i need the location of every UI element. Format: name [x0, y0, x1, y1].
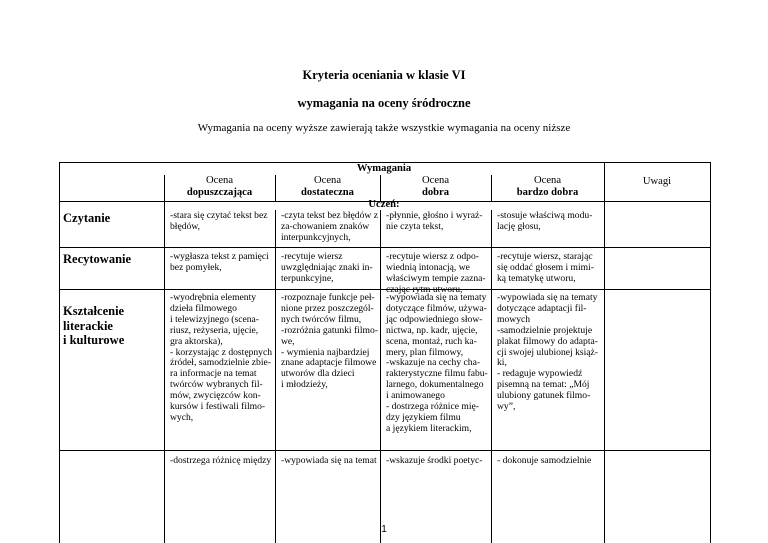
table-rule	[59, 450, 711, 451]
table-cell: -recytuje wiersz uwzględniając znaki in- terpunkcyjne,	[281, 251, 373, 284]
student-header: Uczeń:	[368, 199, 400, 210]
grade-header-dopuszczajaca: Ocena dopuszczająca	[186, 175, 253, 198]
table-cell: -wskazuje środki poetyc-	[386, 455, 483, 466]
table-border	[59, 162, 60, 543]
table-cell: -wypowiada się na temat	[281, 455, 377, 466]
table-rule	[59, 289, 711, 290]
table-rule	[491, 210, 492, 543]
table-cell: -stara się czytać tekst bez błędów,	[170, 210, 268, 232]
table-rule	[380, 210, 381, 543]
table-cell: -rozpoznaje funkcje peł- nione przez poszczegól- nych twórców filmu, -rozróżnia gatunki filmo- we, - wymienia najbardziej znane adaptacje filmowe utworów dla dzieci i młodzieży,	[281, 292, 378, 391]
grade-header-dobra: Ocena dobra	[421, 175, 450, 198]
table-cell: -wypowiada się na tematy dotyczące filmów, używa- jąc odpowiedniego słow- nictwa, np. kadr, ujęcie, scena, montaż, ruch ka- mery, plan filmowy, -wskazuje na cechy cha- rakterystyczne filmu fabu- larnego, dokumentalnego i animowanego - dostrzega różnice mię- dzy językiem filmu a językiem literackim,	[386, 292, 488, 434]
remarks-header: Uwagi	[642, 176, 672, 187]
table-cell: -wyodrębnia elementy dzieła filmowego i telewizyjnego (scena- riusz, reżyseria, ujęcie, gra aktorska), - korzystając z dostępnych źródeł, samodzielnie zbie- ra informacje na temat twórców wybranych fil- mów, zwycięzców kon- kursów i festiwali filmo- wych,	[170, 292, 273, 423]
page-number: 1	[381, 524, 387, 535]
table-rule	[59, 247, 711, 248]
table-cell: -wypowiada się na tematy dotyczące adaptacji fil- mowych -samodzielnie projektuje plakat filmowy do adapta- cji swojej ulubionej książ- ki, - redaguje wypowiedź pisemną na temat: „Mój ulubiony gatunek filmo- wy”,	[497, 292, 598, 413]
table-cell: - dokonuje samodzielnie	[497, 455, 592, 466]
document-subtitle: wymagania na oceny śródroczne	[297, 96, 471, 110]
table-border	[710, 162, 711, 543]
table-cell: -płynnie, głośno i wyraź- nie czyta tekst,	[386, 210, 483, 232]
group-header: Wymagania	[356, 163, 412, 174]
table-rule	[275, 210, 276, 543]
document-title: Kryteria oceniania w klasie VI	[302, 68, 466, 82]
table-cell: -dostrzega różnicę między	[170, 455, 272, 466]
row-label-ksztalcenie: Kształcenie literackie i kulturowe	[63, 304, 125, 347]
table-cell: -recytuje wiersz, starając się oddać głosem i mimi- ką tematykę utworu,	[497, 251, 594, 284]
row-label-recytowanie: Recytowanie	[63, 252, 132, 266]
table-cell: -wygłasza tekst z pamięci bez pomyłek,	[170, 251, 269, 273]
table-cell: -czyta tekst bez błędów z za-chowaniem znaków interpunkcyjnych,	[281, 210, 378, 243]
grade-header-dostateczna: Ocena dostateczna	[301, 175, 354, 198]
table-cell: -recytuje wiersz z odpo- wiednią intonacją, we właściwym tempie zazna- czając rytm utworu,	[386, 251, 486, 295]
table-cell: -stosuje właściwą modu- lację głosu,	[497, 210, 593, 232]
table-rule	[164, 175, 165, 543]
grade-header-bardzo-dobra: Ocena bardzo dobra	[516, 175, 579, 198]
row-label-czytanie: Czytanie	[63, 211, 111, 225]
table-rule	[604, 162, 605, 543]
intro-note: Wymagania na oceny wyższe zawierają także wszystkie wymagania na oceny niższe	[197, 122, 571, 134]
